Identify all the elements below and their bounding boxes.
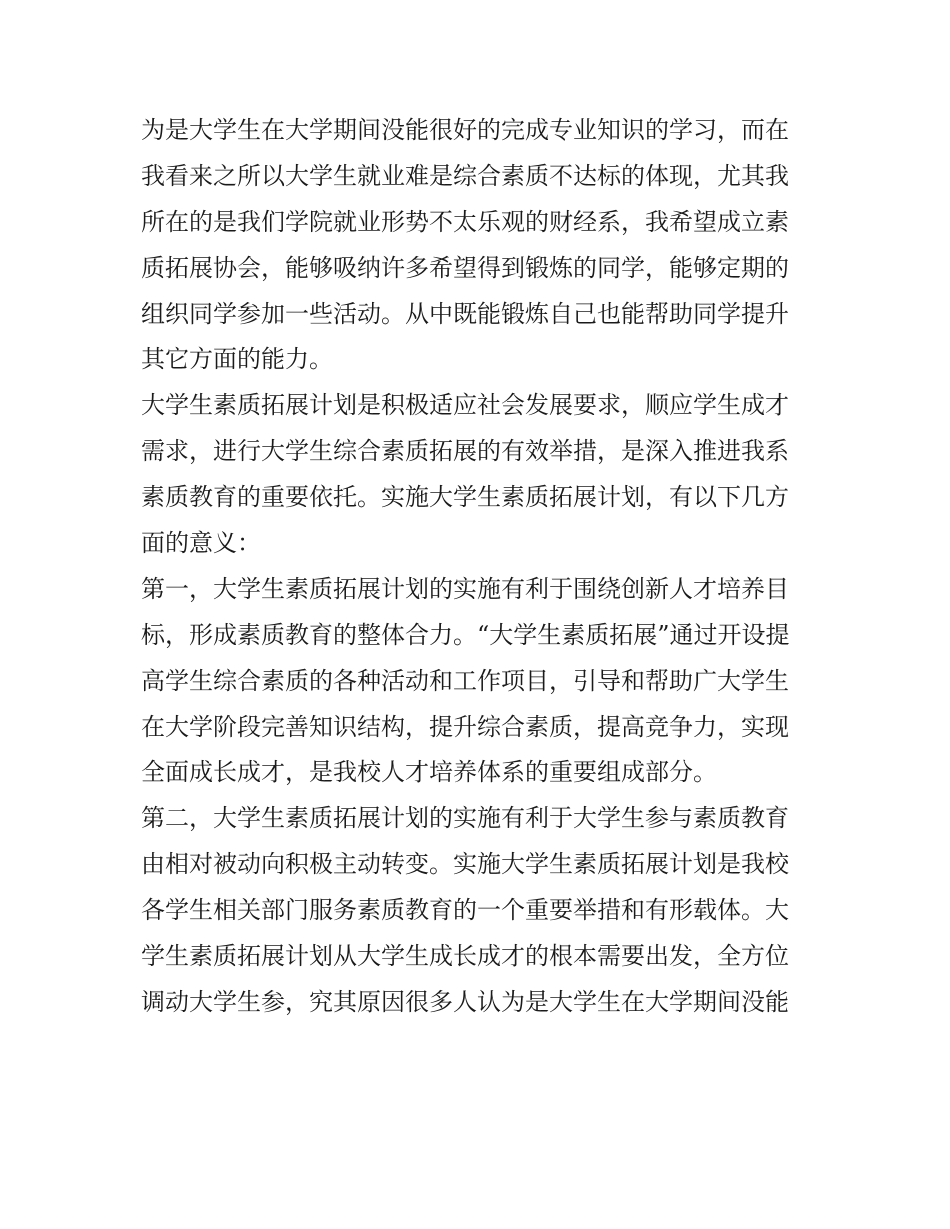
text-line: 我看来之所以大学生就业难是综合素质不达标的体现，尤其我 [141, 161, 789, 190]
text-line: 高学生综合素质的各种活动和工作项目，引导和帮助广大学生 [141, 666, 789, 695]
text-line: 在大学阶段完善知识结构，提升综合素质，提高竞争力，实现 [141, 712, 789, 741]
text-line: 第一，大学生素质拓展计划的实施有利于围绕创新人才培养目 [141, 574, 789, 603]
text-line: 素质教育的重要依托。实施大学生素质拓展计划，有以下几方 [141, 483, 789, 512]
text-line: 为是大学生在大学期间没能很好的完成专业知识的学习，而在 [141, 116, 789, 144]
text-line: 调动大学生参，究其原因很多人认为是大学生在大学期间没能 [141, 987, 789, 1016]
text-line: 学生素质拓展计划从大学生成长成才的根本需要出发，全方位 [141, 942, 789, 971]
text-line: 由相对被动向积极主动转变。实施大学生素质拓展计划是我校 [141, 850, 789, 879]
body-text [141, 108, 821, 1026]
text-line: 面的意义： [141, 529, 261, 558]
text-line: 全面成长成才，是我校人才培养体系的重要组成部分。 [141, 758, 717, 787]
text-line: 各学生相关部门服务素质教育的一个重要举措和有形载体。大 [141, 896, 789, 925]
text-line: 所在的是我们学院就业形势不太乐观的财经系，我希望成立素 [141, 207, 789, 236]
text-line: 大学生素质拓展计划是积极适应社会发展要求，顺应学生成才 [141, 391, 789, 420]
text-line: 组织同学参加一些活动。从中既能锻炼自己也能帮助同学提升 [141, 299, 789, 328]
text-line: 质拓展协会，能够吸纳许多希望得到锻炼的同学，能够定期的 [141, 253, 789, 282]
text-line: 需求，进行大学生综合素质拓展的有效举措，是深入推进我系 [141, 437, 789, 466]
text-line: 第二，大学生素质拓展计划的实施有利于大学生参与素质教育 [141, 804, 789, 833]
text-line: 其它方面的能力。 [141, 345, 333, 374]
text-line: 标，形成素质教育的整体合力。“大学生素质拓展”通过开设提 [141, 620, 790, 649]
